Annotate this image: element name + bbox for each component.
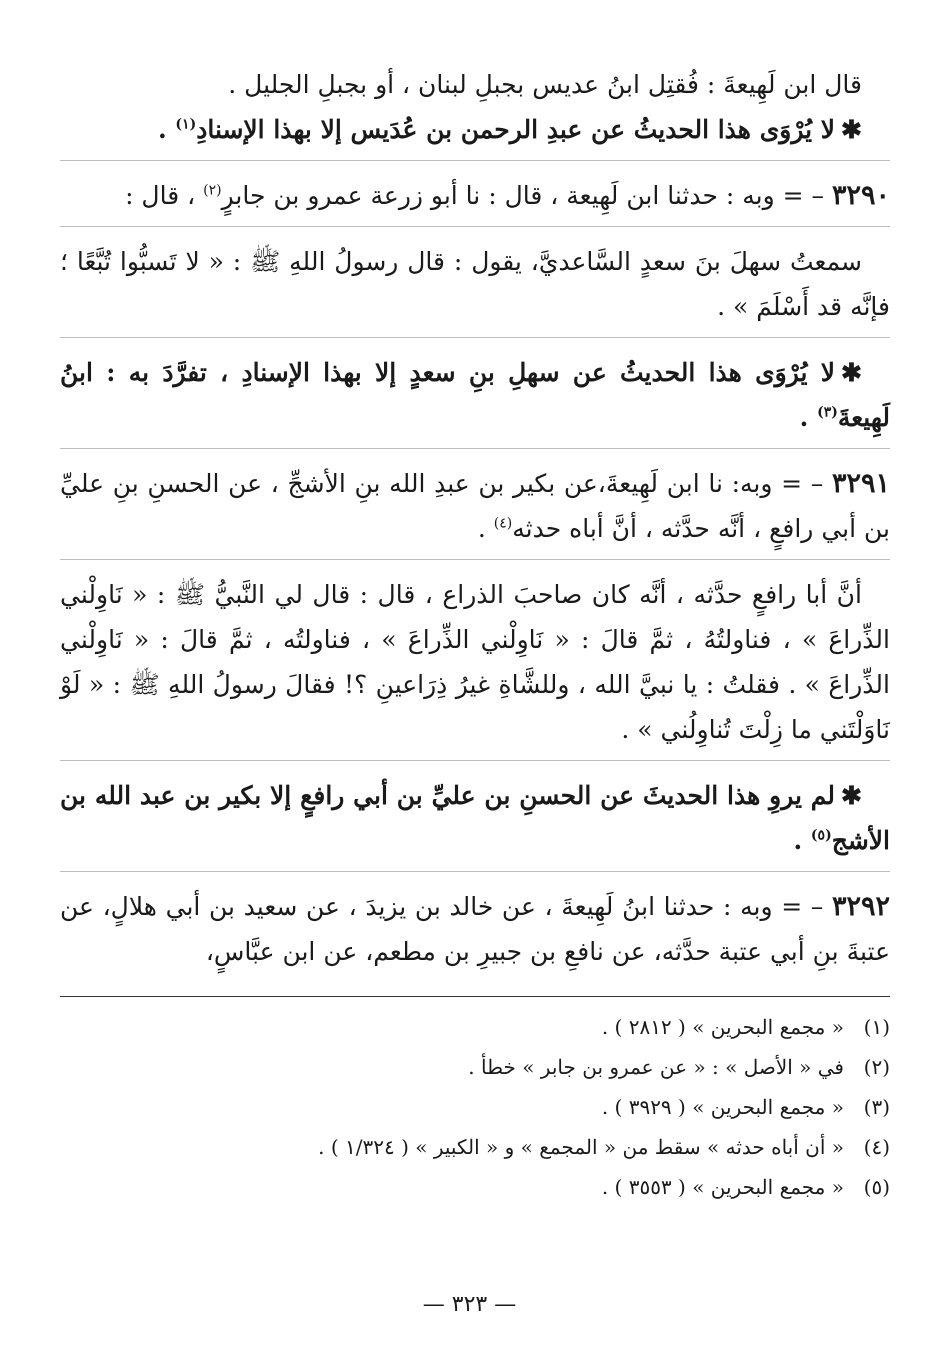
- page-content: [60, 62, 890, 1207]
- hadith-number: ٣٢٩٠: [831, 180, 890, 211]
- hadith-3290-note: [60, 350, 890, 449]
- footnote-ref: (١): [175, 116, 197, 133]
- star-icon: ✱: [841, 115, 862, 144]
- footnotes: [60, 1007, 890, 1207]
- footnote: (٢)في « الأصل » : « عن عمرو بن جابر » خطأ .: [468, 1055, 890, 1079]
- hadith-text: أنَّ أبا رافعٍ حدَّثه ، أنَّه كان صاحبَ الذراع ، قال : قال لي النَّبيُّ ﷺ : « نَاوِلْني الذِّراعَ » ، فناولتُهُ ، ثمَّ قالَ : « نَاوِلْني الذِّراعَ » ، فناولتُه ، ثمَّ قالَ : « نَاوِلْني الذِّراعَ » . فقلتُ : يا نبيَّ الله ، وللشَّاةِ غيرُ ذِرَاعينِ ؟! فقالَ رسولُ اللهِ ﷺ : « لَوْ نَاوَلْتَني ما زِلْتَ تُناوِلُني » .: [60, 580, 890, 744]
- star-icon: ✱: [841, 358, 862, 387]
- hadith-3290-body: [60, 239, 890, 338]
- hadith-3291-note: [60, 773, 890, 872]
- footnote: (٤)« أن أباه حدثه » سقط من « المجمع » و « الكبير » ( ١/٣٢٤ ) .: [318, 1135, 890, 1159]
- hadith-3290: [60, 173, 890, 227]
- hadith-3292: [60, 884, 890, 982]
- page-number: — ٣٢٣ —: [422, 1292, 517, 1317]
- footnote-ref: (٤): [493, 515, 513, 532]
- hadith-number: ٣٢٩١: [831, 468, 890, 499]
- hadith-text: سمعتُ سهلَ بنَ سعدٍ السَّاعديَّ، يقول : قال رسولُ اللهِ ﷺ : « لا تَسبُّوا تُبَّعًا ؛ فإنَّه قد أَسْلَمَ » .: [60, 247, 890, 321]
- footnote: (٥)« مجمع البحرين » ( ٣٥٥٣ ) .: [601, 1175, 890, 1199]
- hadith-3291: [60, 461, 890, 560]
- hadith-number: ٣٢٩٢: [831, 891, 890, 922]
- star-icon: ✱: [841, 781, 862, 810]
- footnote-ref: (٣): [817, 404, 838, 421]
- isnad-note-1: ✱لا يُرْوَى هذا الحديثُ عن عبدِ الرحمن بن عُدَيس إلا بهذا الإسنادِ$^{(١)}$ .: [157, 115, 862, 144]
- hadith-header: ٣٢٩١ – = وبه: نا ابن لَهِيعةَ،عن بكير بن عبدِ الله بنِ الأشجِّ ، عن الحسنِ بنِ عليِّ بن أبي رافعٍ ، أنَّه حدَّثه ، أنَّ أباه حدثه$^{(٤)}$ .: [60, 468, 890, 543]
- isnad-note: ✱لا يُرْوَى هذا الحديثُ عن سهلِ بنِ سعدٍ إلا بهذا الإسنادِ ، تفرَّدَ به : ابنُ لَهِيعةَ$^{(٣)}$ .: [60, 358, 890, 432]
- footnote-divider: [60, 996, 890, 997]
- opening-block: [60, 62, 890, 161]
- footnote: (٣)« مجمع البحرين » ( ٣٩٢٩ ) .: [601, 1095, 890, 1119]
- footnote-ref: (٢): [203, 182, 222, 199]
- hadith-header: ٣٢٩٢ – = وبه : حدثنا ابنُ لَهِيعةَ ، عن خالد بن يزيدَ ، عن سعيد بن أبي هلالٍ، عن عتبةَ بنِ أبي عتبة حدَّثه، عن نافعِ بن جبيرِ بن مطعم، عن ابن عبَّاسٍ،: [60, 891, 890, 966]
- hadith-3291-body: [60, 572, 890, 761]
- footnote: (١)« مجمع البحرين » ( ٢٨١٢ ) .: [601, 1015, 890, 1039]
- continuation-line: قال ابن لَهِيعةَ : فُقتِل ابنُ عديس بجبلِ لبنان ، أو بجبلِ الجليل .: [228, 70, 862, 99]
- footnote-ref: (٥): [810, 827, 832, 844]
- hadith-header: ٣٢٩٠ – = وبه : حدثنا ابن لَهِيعة ، قال : نا أبو زرعة عمرو بن جابرٍ$^{(٢)}$ ، قال :: [125, 180, 890, 211]
- isnad-note: ✱لم يروِ هذا الحديثَ عن الحسنِ بن عليِّ بن أبي رافعٍ إلا بكير بن عبد الله بن الأشج$^{(٥)}$ .: [60, 781, 890, 855]
